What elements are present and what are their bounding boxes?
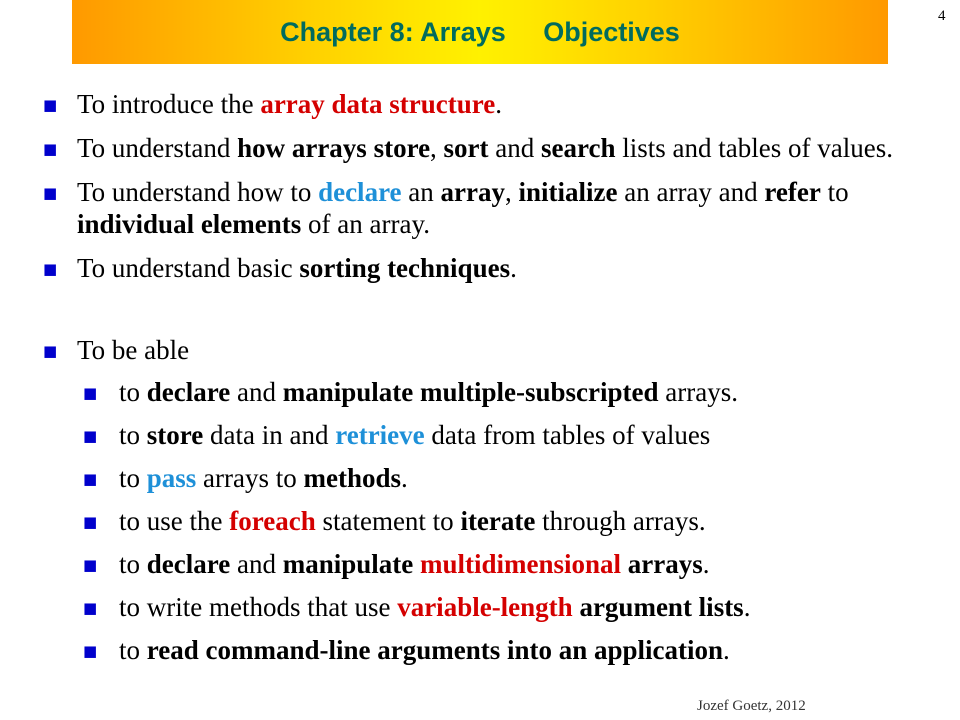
text-run: array data structure bbox=[260, 89, 496, 119]
text-run: individual elements bbox=[77, 209, 302, 239]
square-bullet-icon: ■ bbox=[43, 96, 58, 114]
sublist-item bbox=[77, 419, 960, 451]
text-run: of an array. bbox=[301, 209, 430, 239]
item-text bbox=[119, 635, 730, 665]
text-run: sorting techniques bbox=[299, 253, 511, 283]
text-run: refer bbox=[764, 177, 821, 207]
text-run: an bbox=[401, 177, 441, 207]
text-run: To introduce the bbox=[77, 89, 261, 119]
text-run: argument lists bbox=[579, 592, 744, 622]
text-run bbox=[621, 549, 628, 579]
text-run: to bbox=[820, 177, 849, 207]
text-run: . bbox=[723, 635, 730, 665]
text-run: and bbox=[230, 549, 283, 579]
item-text bbox=[119, 592, 750, 622]
text-run: to use the bbox=[119, 506, 230, 536]
square-bullet-icon: ■ bbox=[83, 556, 98, 574]
text-run: arrays bbox=[627, 549, 703, 579]
text-run: arrays to bbox=[196, 463, 304, 493]
text-run: initialize bbox=[518, 177, 618, 207]
text-run: lists and tables of values. bbox=[615, 133, 893, 163]
text-run: read command-line arguments into an application bbox=[146, 635, 724, 665]
sublist-item bbox=[77, 462, 960, 494]
square-bullet-icon: ■ bbox=[43, 184, 58, 202]
text-run: to bbox=[119, 377, 147, 407]
text-run: to bbox=[119, 635, 147, 665]
text-run bbox=[413, 549, 420, 579]
item-text bbox=[119, 377, 738, 407]
text-run: . bbox=[743, 592, 751, 622]
text-run: to bbox=[119, 463, 147, 493]
able-intro: To be able bbox=[77, 335, 190, 365]
text-run: and bbox=[230, 377, 283, 407]
title-banner bbox=[72, 0, 888, 64]
text-run: manipulate bbox=[282, 549, 414, 579]
square-bullet-icon: ■ bbox=[83, 427, 98, 445]
square-bullet-icon: ■ bbox=[43, 140, 58, 158]
able-sublist bbox=[77, 376, 960, 666]
text-run: declare bbox=[146, 377, 231, 407]
item-text bbox=[119, 463, 408, 493]
square-bullet-icon: ■ bbox=[83, 642, 98, 660]
text-run: To understand how to bbox=[77, 177, 319, 207]
item-text bbox=[119, 506, 706, 536]
text-run: To understand bbox=[77, 133, 238, 163]
sublist-item bbox=[77, 634, 960, 666]
sublist-item bbox=[77, 591, 960, 623]
text-run: manipulate multiple-subscripted bbox=[282, 377, 659, 407]
item-text bbox=[119, 420, 710, 450]
text-run: declare bbox=[318, 177, 402, 207]
text-run: . bbox=[495, 89, 503, 119]
text-run: to bbox=[119, 549, 147, 579]
objectives-list bbox=[43, 88, 960, 678]
text-run: and bbox=[488, 133, 542, 163]
square-bullet-icon: ■ bbox=[83, 470, 98, 488]
text-run: arrays. bbox=[658, 377, 738, 407]
text-run: foreach bbox=[229, 506, 316, 536]
text-run: methods bbox=[303, 463, 402, 493]
text-run: through arrays. bbox=[535, 506, 706, 536]
text-run: how arrays store bbox=[237, 133, 431, 163]
sublist-item bbox=[77, 505, 960, 537]
text-run: , bbox=[430, 133, 444, 163]
text-run: . bbox=[702, 549, 710, 579]
page-number: 4 bbox=[938, 8, 946, 24]
text-run: store bbox=[146, 420, 204, 450]
text-run: to bbox=[119, 420, 147, 450]
text-run: an array and bbox=[617, 177, 765, 207]
text-run: retrieve bbox=[335, 420, 425, 450]
text-run: multidimensional bbox=[420, 549, 622, 579]
item-text bbox=[119, 549, 710, 579]
sublist-item bbox=[77, 548, 960, 580]
text-run: to write methods that use bbox=[119, 592, 398, 622]
page-title: Chapter 8: Arrays Objectives bbox=[280, 16, 680, 47]
text-run: . bbox=[401, 463, 408, 493]
text-run: variable-length bbox=[397, 592, 573, 622]
item-text bbox=[77, 253, 517, 283]
text-run: search bbox=[541, 133, 616, 163]
text-run: statement to bbox=[315, 506, 461, 536]
square-bullet-icon: ■ bbox=[83, 599, 98, 617]
item-text bbox=[77, 133, 893, 163]
text-run: iterate bbox=[460, 506, 536, 536]
sublist-item bbox=[77, 376, 960, 408]
text-run: . bbox=[510, 253, 517, 283]
square-bullet-icon: ■ bbox=[83, 384, 98, 402]
list-item bbox=[43, 88, 960, 120]
list-item-able bbox=[43, 334, 960, 666]
text-run: array bbox=[440, 177, 505, 207]
text-run: data in and bbox=[203, 420, 336, 450]
text-run: declare bbox=[146, 549, 231, 579]
list-item bbox=[43, 132, 960, 164]
text-run: , bbox=[505, 177, 519, 207]
spacer bbox=[43, 296, 960, 322]
text-run: data from tables of values bbox=[424, 420, 711, 450]
list-item bbox=[43, 252, 960, 284]
footer-author: Jozef Goetz, 2012 bbox=[697, 698, 806, 714]
square-bullet-icon: ■ bbox=[83, 513, 98, 531]
item-text bbox=[77, 177, 849, 239]
square-bullet-icon: ■ bbox=[43, 260, 58, 278]
text-run: sort bbox=[443, 133, 489, 163]
square-bullet-icon: ■ bbox=[43, 342, 58, 360]
text-run: To understand basic bbox=[77, 253, 300, 283]
list-item bbox=[43, 176, 960, 240]
item-text bbox=[77, 89, 502, 119]
text-run: pass bbox=[146, 463, 197, 493]
